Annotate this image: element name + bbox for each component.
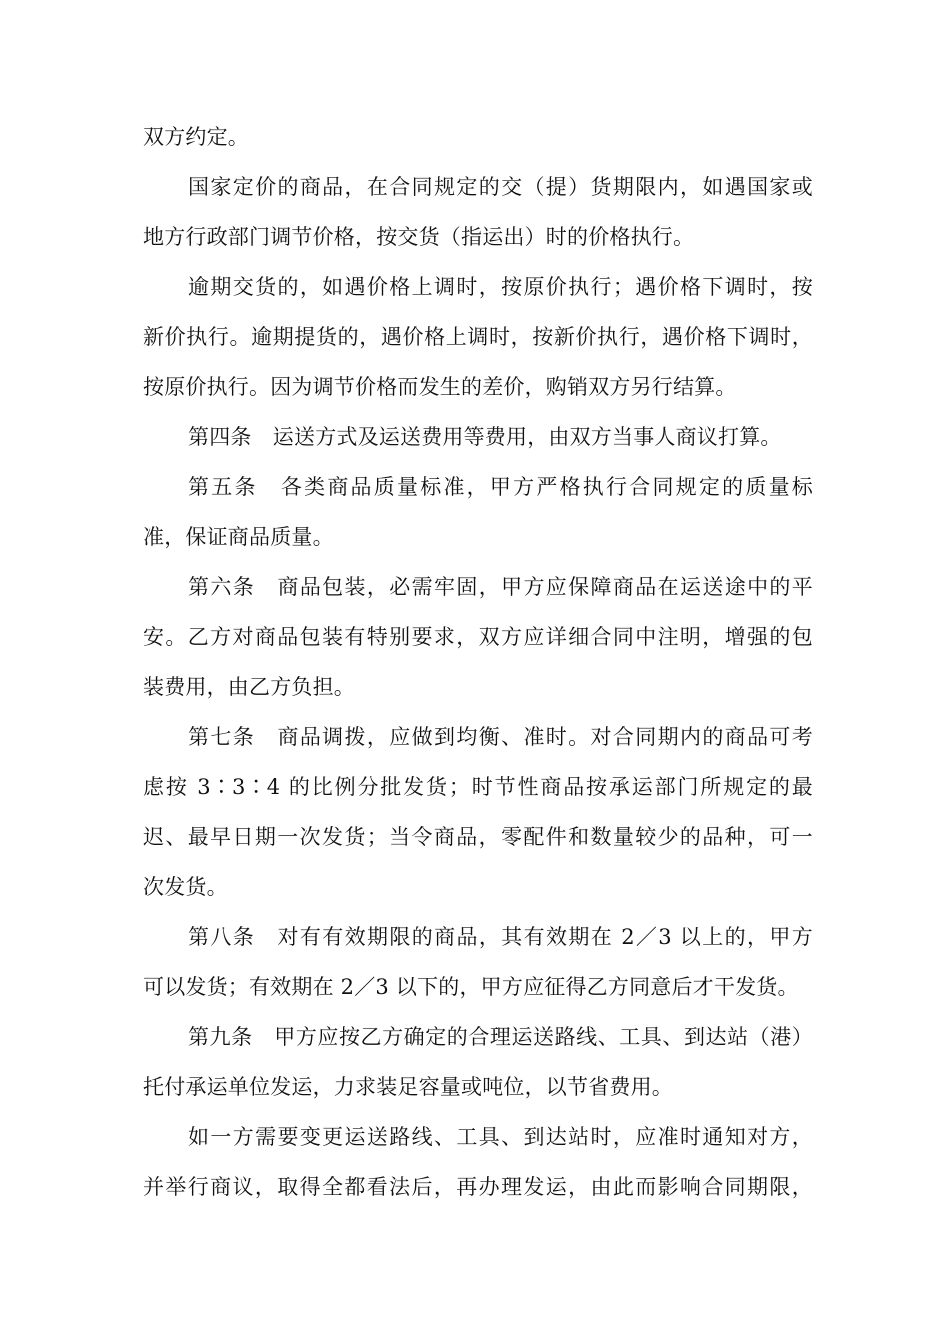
text-line: 第九条 甲方应按乙方确定的合理运送路线、工具、到达站（港） bbox=[188, 1025, 813, 1049]
text-line: 双方约定。 bbox=[143, 125, 249, 149]
text-line: 地方行政部门调节价格，按交货（指运出）时的价格执行。 bbox=[143, 225, 695, 249]
text-line: 第四条 运送方式及运送费用等费用，由双方当事人商议打算。 bbox=[188, 425, 782, 449]
text-line: 第八条 对有有效期限的商品，其有效期在 2／3 以上的，甲方 bbox=[188, 925, 813, 949]
text-line: 第六条 商品包装，必需牢固，甲方应保障商品在运送途中的平 bbox=[188, 575, 813, 599]
text-line: 第七条 商品调拨，应做到均衡、准时。对合同期内的商品可考 bbox=[188, 725, 813, 749]
text-line: 可以发货；有效期在 2／3 以下的，甲方应征得乙方同意后才干发货。 bbox=[143, 975, 799, 999]
document-body bbox=[143, 112, 813, 1212]
text-line: 准，保证商品质量。 bbox=[143, 525, 334, 549]
text-line: 安。乙方对商品包装有特别要求，双方应详细合同中注明，增强的包 bbox=[143, 625, 813, 649]
text-line: 新价执行。逾期提货的，遇价格上调时，按新价执行，遇价格下调时， bbox=[143, 325, 813, 349]
text-line: 国家定价的商品，在合同规定的交（提）货期限内，如遇国家或 bbox=[188, 175, 813, 199]
text-line: 第五条 各类商品质量标准，甲方严格执行合同规定的质量标 bbox=[188, 475, 813, 499]
text-line: 次发货。 bbox=[143, 875, 228, 899]
text-line: 虑按 3∶3∶4 的比例分批发货；时节性商品按承运部门所规定的最 bbox=[143, 775, 813, 799]
text-line: 如一方需要变更运送路线、工具、到达站时，应准时通知对方， bbox=[188, 1125, 813, 1149]
text-line: 并举行商议，取得全都看法后，再办理发运，由此而影响合同期限， bbox=[143, 1175, 813, 1199]
text-line: 逾期交货的，如遇价格上调时，按原价执行；遇价格下调时，按 bbox=[188, 275, 813, 299]
text-line: 装费用，由乙方负担。 bbox=[143, 675, 355, 699]
text-line: 按原价执行。因为调节价格而发生的差价，购销双方另行结算。 bbox=[143, 375, 737, 399]
text-line: 托付承运单位发运，力求装足容量或吨位，以节省费用。 bbox=[143, 1075, 673, 1099]
text-line: 迟、最早日期一次发货；当令商品，零配件和数量较少的品种，可一 bbox=[143, 825, 813, 849]
